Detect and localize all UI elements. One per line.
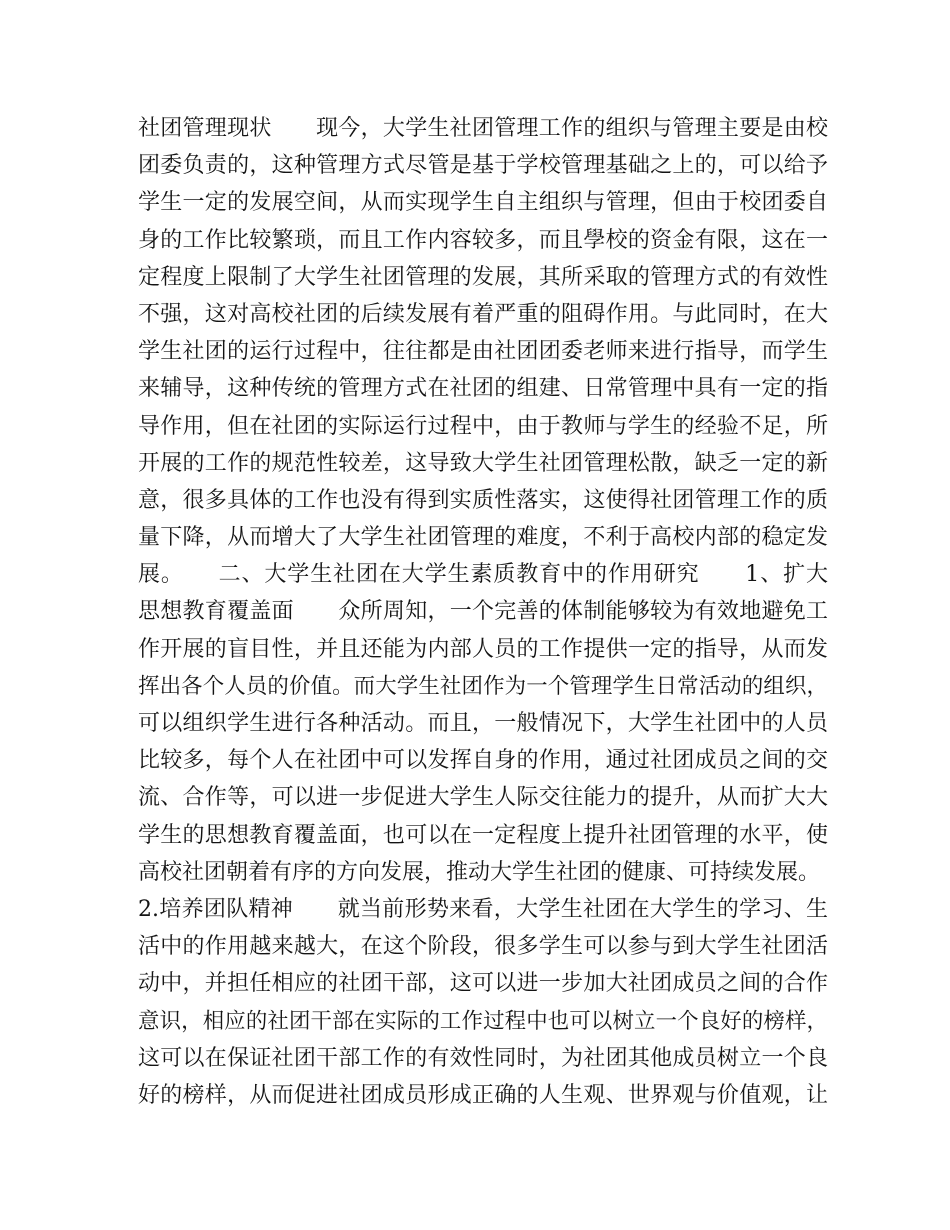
text-line: 社团管理现状 现今，大学生社团管理工作的组织与管理主要是由校 <box>138 116 828 141</box>
text-line: 学生社团的运行过程中，往往都是由社团团委老师来进行指导，而学生 <box>138 339 828 365</box>
text-line: 动中，并担任相应的社团干部，这可以进一步加大社团成员之间的合作 <box>138 971 828 997</box>
text-line: 学生的思想教育覆盖面，也可以在一定程度上提升社团管理的水平，使 <box>138 822 828 848</box>
text-line: 团委负责的，这种管理方式尽管是基于学校管理基础之上的，可以给予 <box>138 153 828 179</box>
text-line: 来辅导，这种传统的管理方式在社团的组建、日常管理中具有一定的指 <box>138 376 828 402</box>
text-line: 比较多，每个人在社团中可以发挥自身的作用，通过社团成员之间的交 <box>138 748 828 774</box>
text-line: 展。 二、大学生社团在大学生素质教育中的作用研究 1、扩大 <box>138 562 828 588</box>
text-line: 好的榜样，从而促进社团成员形成正确的人生观、世界观与价值观，让 <box>138 1082 828 1108</box>
text-line: 思想教育覆盖面 众所周知，一个完善的体制能够较为有效地避免工 <box>138 599 828 625</box>
text-line: 开展的工作的规范性较差，这导致大学生社团管理松散，缺乏一定的新 <box>138 450 828 476</box>
text-line: 导作用，但在社团的实际运行过程中，由于教师与学生的经验不足，所 <box>138 413 828 439</box>
text-line: 身的工作比较繁琐，而且工作内容较多，而且學校的资金有限，这在一 <box>138 227 828 253</box>
text-line: 可以组织学生进行各种活动。而且，一般情况下，大学生社团中的人员 <box>138 711 828 736</box>
text-line: 高校社团朝着有序的方向发展，推动大学生社团的健康、可持续发展。 <box>138 859 821 885</box>
text-line: 量下降，从而增大了大学生社团管理的难度，不利于高校内部的稳定发 <box>138 525 828 551</box>
text-line: 不强，这对高校社团的后续发展有着严重的阻碍作用。与此同时，在大 <box>138 301 828 327</box>
text-line: 2.培养团队精神 就当前形势来看，大学生社团在大学生的学习、生 <box>138 896 828 922</box>
body-text <box>138 110 828 1114</box>
text-line: 这可以在保证社团干部工作的有效性同时，为社团其他成员树立一个良 <box>138 1045 828 1071</box>
text-line: 学生一定的发展空间，从而实现学生自主组织与管理，但由于校团委自 <box>138 190 828 216</box>
text-line: 活中的作用越来越大，在这个阶段，很多学生可以参与到大学生社团活 <box>138 934 828 960</box>
text-line: 意识，相应的社团干部在实际的工作过程中也可以树立一个良好的榜样， <box>138 1008 828 1034</box>
text-line: 流、合作等，可以进一步促进大学生人际交往能力的提升，从而扩大大 <box>138 785 828 811</box>
text-line: 挥出各个人员的价值。而大学生社团作为一个管理学生日常活动的组织， <box>138 673 828 699</box>
text-line: 定程度上限制了大学生社团管理的发展，其所采取的管理方式的有效性 <box>138 264 828 290</box>
text-line: 作开展的盲目性，并且还能为内部人员的工作提供一定的指导，从而发 <box>138 636 828 662</box>
text-line: 意，很多具体的工作也没有得到实质性落实，这使得社团管理工作的质 <box>138 487 828 513</box>
